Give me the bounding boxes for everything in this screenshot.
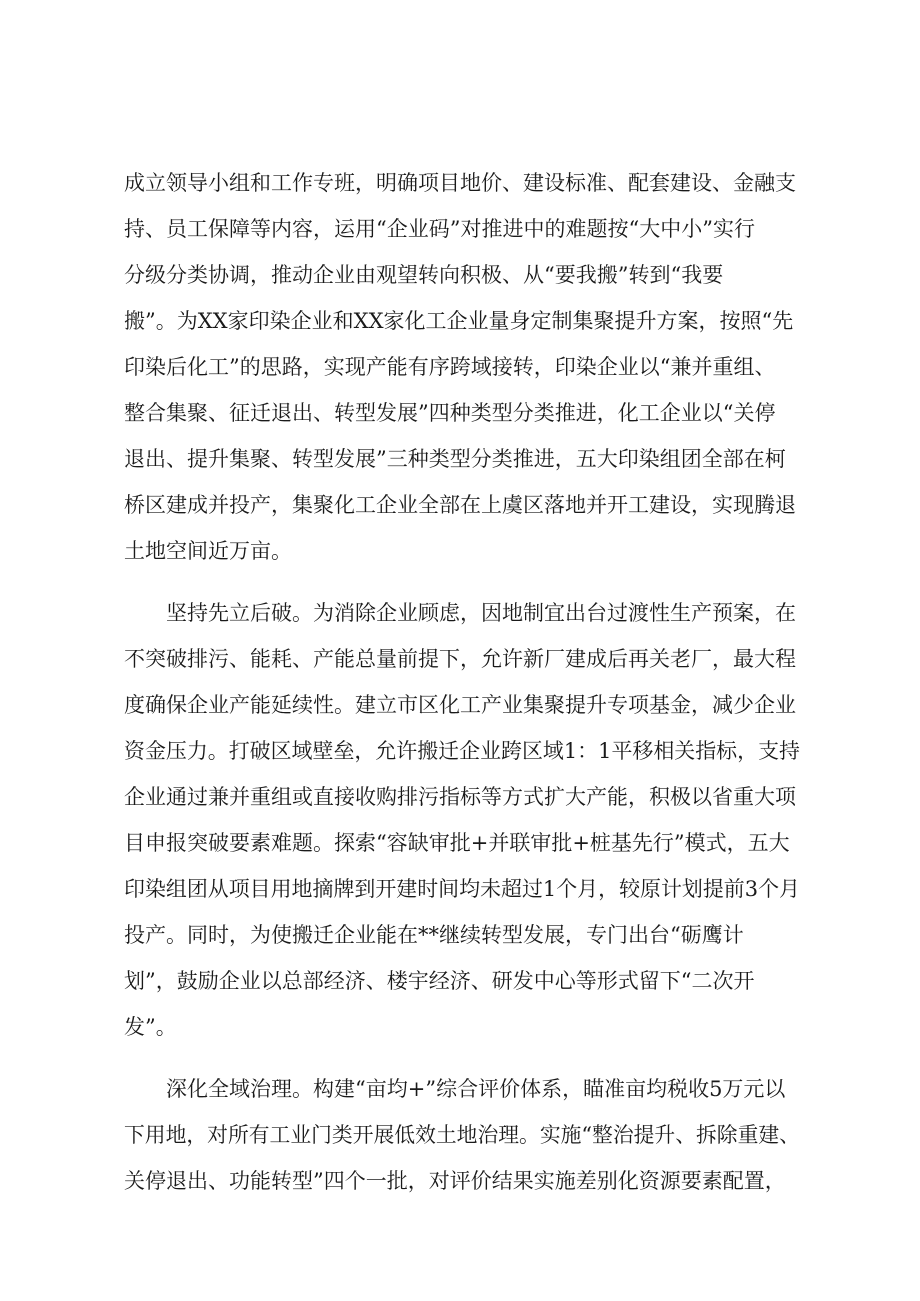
text-line <box>0 685 920 725</box>
text-line <box>0 1161 920 1201</box>
line-text: 投产。同时，为使搬迁企业能在**继续转型发展，专门出台“砺鹰计 <box>124 923 744 947</box>
line-text: 整合集聚、征迁退出、转型发展”四种类型分类推进，化工企业以“关停 <box>124 401 776 425</box>
text-line <box>0 961 920 1001</box>
line-text: 桥区建成并投产，集聚化工企业全部在上虞区落地并开工建设，实现腾退 <box>124 493 796 517</box>
line-text: 划”，鼓励企业以总部经济、楼宇经济、研发中心等形式留下“二次开 <box>124 969 755 993</box>
text-line <box>0 823 920 863</box>
line-text: 持、员工保障等内容，运用“企业码”对推进中的难题按“大中小”实行 <box>124 217 755 241</box>
line-text: 印染后化工”的思路，实现产能有序跨域接转，印染企业以“兼并重组、 <box>124 355 776 379</box>
line-text: 下用地，对所有工业门类开展低效土地治理。实施“整治提升、拆除重建、 <box>124 1123 800 1147</box>
text-line <box>0 439 920 479</box>
text-line <box>0 393 920 433</box>
text-line <box>0 531 920 571</box>
line-text: 关停退出、功能转型”四个一批，对评价结果实施差别化资源要素配置， <box>124 1169 786 1193</box>
text-line <box>0 639 920 679</box>
text-line <box>0 255 920 295</box>
line-text: 资金压力。打破区域壁垒，允许搬迁企业跨区域1：1平移相关指标，支持 <box>124 739 800 763</box>
text-line <box>0 485 920 525</box>
line-text: 目申报突破要素难题。探索“容缺审批+并联审批+桩基先行”模式，五大 <box>124 831 790 855</box>
text-line <box>0 915 920 955</box>
text-line <box>0 731 920 771</box>
text-line <box>0 777 920 817</box>
line-text: 深化全域治理。构建“亩均+”综合评价体系，瞄准亩均税收5万元以 <box>166 1077 786 1101</box>
line-text: 成立领导小组和工作专班，明确项目地价、建设标准、配套建设、金融支 <box>124 171 796 195</box>
text-line <box>0 163 920 203</box>
line-text: 印染组团从项目用地摘牌到开建时间均未超过1个月，较原计划提前3个月 <box>124 877 800 901</box>
line-text: 退出、提升集聚、转型发展”三种类型分类推进，五大印染组团全部在柯 <box>124 447 786 471</box>
line-text: 坚持先立后破。为消除企业顾虑，因地制宜出台过渡性生产预案，在 <box>166 601 796 625</box>
text-line <box>0 1069 920 1109</box>
line-text: 分级分类协调，推动企业由观望转向积极、从“要我搬”转到“我要 <box>124 263 724 287</box>
text-line <box>0 209 920 249</box>
line-text: 不突破排污、能耗、产能总量前提下，允许新厂建成后再关老厂，最大程 <box>124 647 796 671</box>
text-line <box>0 869 920 909</box>
line-text: 搬”。为XX家印染企业和XX家化工企业量身定制集聚提升方案，按照“先 <box>124 309 794 333</box>
line-text: 度确保企业产能延续性。建立市区化工产业集聚提升专项基金，减少企业 <box>124 693 796 717</box>
text-line <box>0 1007 920 1047</box>
text-line <box>0 593 920 633</box>
line-text: 发”。 <box>124 1015 177 1039</box>
text-line <box>0 1115 920 1155</box>
line-text: 土地空间近万亩。 <box>124 539 292 563</box>
text-line <box>0 301 920 341</box>
line-text: 企业通过兼并重组或直接收购排污指标等方式扩大产能，积极以省重大项 <box>124 785 796 809</box>
text-line <box>0 347 920 387</box>
